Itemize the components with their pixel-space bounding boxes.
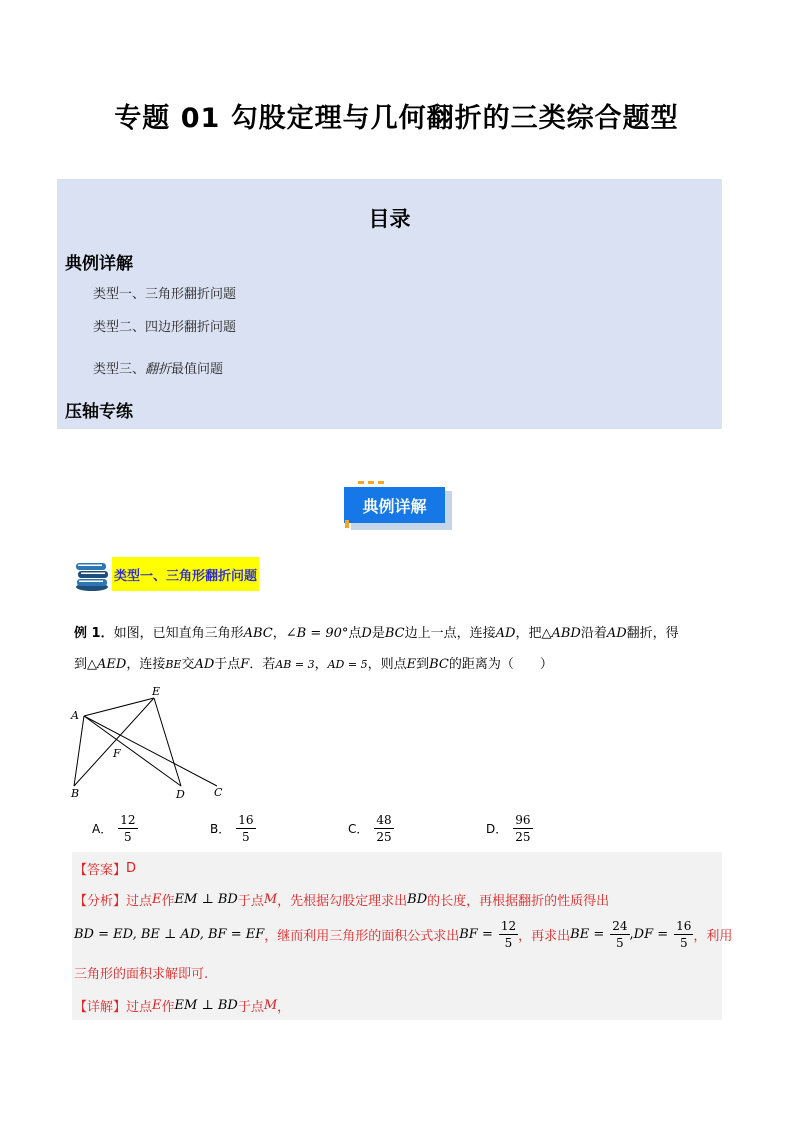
segment-ed (154, 698, 181, 786)
q-text: 翻折，得 (626, 626, 679, 641)
a-math: BD (407, 892, 428, 907)
question-line-1 (74, 624, 679, 644)
q-math: E (406, 657, 417, 672)
a-text: 于点 (237, 894, 264, 909)
banner-dots (358, 481, 384, 484)
label-a: A (71, 709, 79, 722)
a-text: 作 (161, 1000, 175, 1015)
q-text: ．若 (249, 657, 276, 672)
q-text: 沿着 (580, 626, 607, 641)
option-a[interactable] (92, 812, 138, 845)
a-text: ， (277, 1000, 291, 1015)
banner-label: 典例详解 (344, 487, 445, 523)
a-math: BF = (459, 927, 493, 942)
a-text: 过点 (126, 894, 153, 909)
a-math: E (152, 998, 162, 1013)
answer-line (74, 859, 136, 878)
analysis-line-2 (74, 918, 732, 951)
analysis-line-3 (74, 963, 208, 982)
option-letter: D． (486, 822, 508, 836)
q-math: D (361, 626, 372, 641)
a-math: M (263, 892, 278, 907)
option-letter: B． (210, 822, 231, 836)
q-text: 点 (348, 626, 362, 641)
a-math: BE = (570, 927, 605, 942)
question-label: 例 1． (74, 626, 114, 641)
a-math: DF = (633, 927, 669, 942)
toc-item-type1[interactable]: 类型一、三角形翻折问题 (93, 287, 237, 302)
toc-section-examples[interactable]: 典例详解 (65, 254, 133, 274)
q-math: AD (606, 626, 627, 641)
a-math: EM ⊥ BD (174, 892, 238, 907)
a-fraction: $\frac{16}{5}$ (676, 919, 692, 950)
a-math: , (629, 927, 634, 942)
q-math: AB = 3 (275, 658, 315, 671)
a-text: 三角形的面积求解即可. (74, 967, 209, 982)
option-c[interactable] (348, 812, 394, 845)
q-text: ， (314, 657, 328, 672)
answer-label: 【答案】 (74, 863, 127, 878)
q-math: AD = 5 (327, 658, 368, 671)
toc-item-type3[interactable] (93, 358, 223, 377)
a-math: EM ⊥ BD (174, 998, 238, 1013)
a-math: M (263, 998, 278, 1013)
a-text: 过点 (126, 1000, 153, 1015)
a-math: BD = ED, BE ⊥ AD, BF = EF (74, 927, 265, 942)
option-d[interactable] (486, 812, 533, 845)
type-heading-label: 类型一、三角形翻折问题 (112, 557, 259, 591)
option-fraction: $\frac{16}{5}$ (238, 813, 254, 844)
q-math: BC (384, 626, 405, 641)
option-fraction: $\frac{12}{5}$ (120, 813, 136, 844)
toc-item-type3-prefix: 类型三、 (93, 362, 146, 377)
option-letter: C． (348, 822, 369, 836)
q-text: 交 (181, 657, 195, 672)
toc-item-type3-suffix: 最值问题 (171, 362, 224, 377)
analysis-line-1 (74, 890, 609, 909)
section-banner (344, 484, 452, 530)
q-math: AD (495, 626, 516, 641)
answer-value: D (126, 861, 137, 876)
label-d: D (176, 788, 185, 801)
q-math: ∠B = 90° (285, 626, 349, 641)
toc-item-type3-italic: 翻折 (145, 362, 172, 377)
a-fraction: $\frac{12}{5}$ (500, 919, 517, 950)
document-title: 专题 01 勾股定理与几何翻折的三类综合题型 (114, 103, 679, 134)
option-fraction: $\frac{48}{25}$ (376, 813, 392, 844)
segment-ab (74, 716, 84, 786)
q-math: AED (97, 657, 127, 672)
question-line-2 (74, 655, 553, 675)
label-b: B (71, 787, 80, 800)
banner-corner (345, 520, 349, 528)
q-text: ， (272, 626, 286, 641)
label-f: F (113, 747, 121, 760)
q-text: ，把△ (515, 626, 552, 641)
segment-ad (84, 716, 181, 786)
option-fraction: $\frac{96}{25}$ (515, 813, 531, 844)
books-icon (74, 558, 112, 592)
q-text: 是 (371, 626, 385, 641)
q-text: 到△ (74, 657, 97, 672)
toc-heading: 目录 (368, 207, 411, 231)
segment-be (74, 698, 154, 786)
q-text: 如图，已知直角三角形 (113, 626, 244, 641)
a-text: ，继而利用三角形的面积公式求出 (264, 929, 460, 944)
option-letter: A． (92, 822, 113, 836)
segment-ac (84, 716, 217, 786)
a-text: 于点 (237, 1000, 264, 1015)
geometry-figure (68, 686, 228, 802)
a-text: ，先根据勾股定理求出 (277, 894, 408, 909)
a-text: ，利用 (693, 929, 733, 944)
q-math: BC (429, 657, 449, 672)
a-text: ，再求出 (518, 929, 571, 944)
answer-explanation-box (72, 852, 733, 1020)
q-math: ABC (243, 626, 273, 641)
q-text: 的距离为（ ） (448, 657, 553, 672)
toc-section-practice[interactable]: 压轴专练 (65, 402, 133, 422)
q-text: 到 (416, 657, 430, 672)
segment-ae (84, 698, 154, 716)
detail-line (74, 996, 290, 1015)
a-fraction: $\frac{24}{5}$ (612, 919, 628, 950)
q-text: 边上一点，连接 (404, 626, 496, 641)
q-math: F (240, 657, 250, 672)
detail-label: 【详解】 (74, 1000, 127, 1015)
toc-item-type2[interactable]: 类型二、四边形翻折问题 (93, 320, 237, 335)
q-math: ABD (551, 626, 581, 641)
q-text: ，则点 (367, 657, 407, 672)
a-text: 的长度，再根据翻折的性质得出 (427, 894, 610, 909)
a-text: 作 (161, 894, 175, 909)
option-b[interactable] (210, 812, 256, 845)
q-text: ，连接 (126, 657, 166, 672)
label-e: E (152, 686, 161, 698)
q-text: 于点 (214, 657, 241, 672)
label-c: C (214, 786, 223, 799)
q-math: AD (194, 657, 215, 672)
table-of-contents (57, 179, 722, 429)
a-math: E (152, 892, 162, 907)
q-math: BE (165, 658, 182, 671)
analysis-label: 【分析】 (74, 894, 127, 909)
